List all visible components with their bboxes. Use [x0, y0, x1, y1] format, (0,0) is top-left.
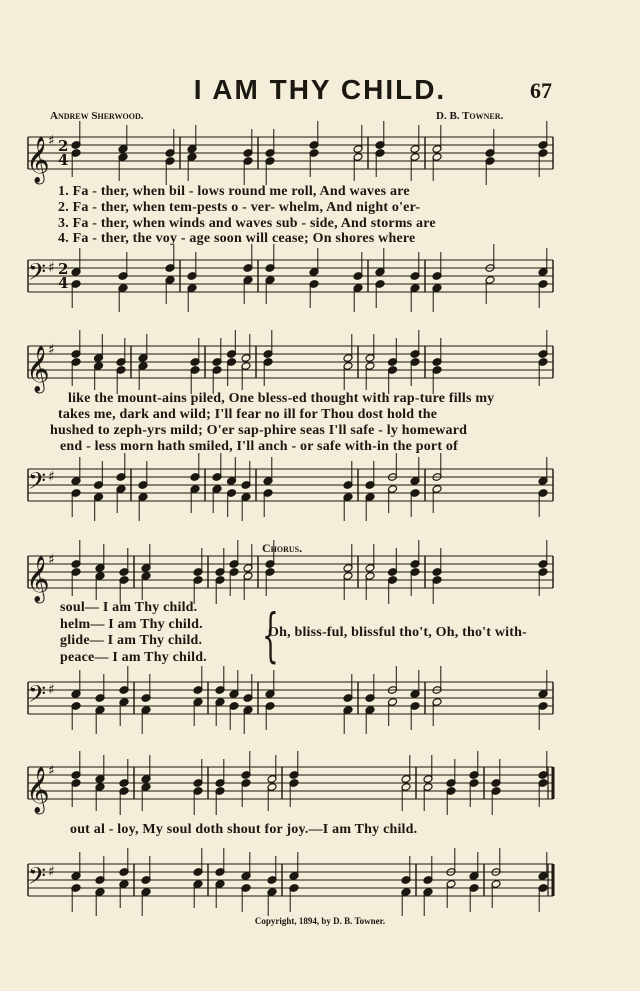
lyric-line: takes me, dark and wild; I'll fear no ill for Thou dost hold the	[58, 407, 438, 422]
treble-clef: 𝄞	[26, 556, 50, 602]
copyright-notice: Copyright, 1894, by D. B. Towner.	[254, 916, 386, 926]
lyric-line: out al - loy, My soul doth shout for joy.—I am Thy child.	[70, 822, 418, 837]
lyric-line: peace— I am Thy child.	[60, 650, 207, 665]
lyric-line: soul— I am Thy child.	[60, 600, 198, 615]
bass-clef: 𝄢	[28, 258, 47, 291]
composer-credit: D. B. Towner.	[436, 110, 504, 122]
hymn-title: I AM THY CHILD.	[193, 74, 447, 105]
key-sharp: ♯	[48, 552, 55, 568]
lyric-line: 4. Fa - ther, the voy - age soon will cease; On shores where	[58, 231, 416, 246]
key-sharp: ♯	[48, 864, 55, 880]
lyricist-credit: Andrew Sherwood.	[50, 110, 144, 122]
lyric-line: hushed to zeph-yrs mild; O'er sap-phire seas I'll safe - ly homeward	[50, 423, 468, 438]
bass-clef: 𝄢	[28, 680, 47, 713]
time-signature: 2	[58, 260, 69, 278]
chorus-label: Chorus.	[262, 541, 303, 555]
lyric-line: 1. Fa - ther, when bil - lows round me roll, And waves are	[58, 184, 410, 199]
lyric-line: end - less morn hath smiled, I'll anch - or safe with-in the port of	[60, 439, 458, 454]
verse-brace: {	[262, 601, 279, 669]
time-signature: 2	[58, 137, 69, 155]
page-number: 67	[530, 78, 552, 103]
treble-clef: 𝄞	[26, 767, 50, 813]
treble-clef: 𝄞	[26, 137, 50, 183]
key-sharp: ♯	[48, 682, 55, 698]
chorus-lyric-line: Oh, bliss-ful, blissful tho't, Oh, tho't with-	[268, 625, 527, 640]
bass-clef: 𝄢	[28, 467, 47, 500]
lyric-line: glide— I am Thy child.	[60, 633, 203, 648]
time-signature: 4	[58, 151, 69, 169]
lyric-line: like the mount-ains piled, One bless-ed thought with rap-ture fills my	[68, 391, 495, 406]
key-sharp: ♯	[48, 469, 55, 485]
lyric-line: helm— I am Thy child.	[60, 617, 203, 632]
treble-clef: 𝄞	[26, 346, 50, 392]
time-signature: 4	[58, 274, 69, 292]
lyric-line: 2. Fa - ther, when tem-pests o - ver- whelm, And night o'er-	[58, 200, 421, 215]
key-sharp: ♯	[48, 763, 55, 779]
key-sharp: ♯	[48, 133, 55, 149]
bass-clef: 𝄢	[28, 862, 47, 895]
key-sharp: ♯	[48, 342, 55, 358]
key-sharp: ♯	[48, 260, 55, 276]
lyric-line: 3. Fa - ther, when winds and waves sub - side, And storms are	[58, 216, 436, 231]
